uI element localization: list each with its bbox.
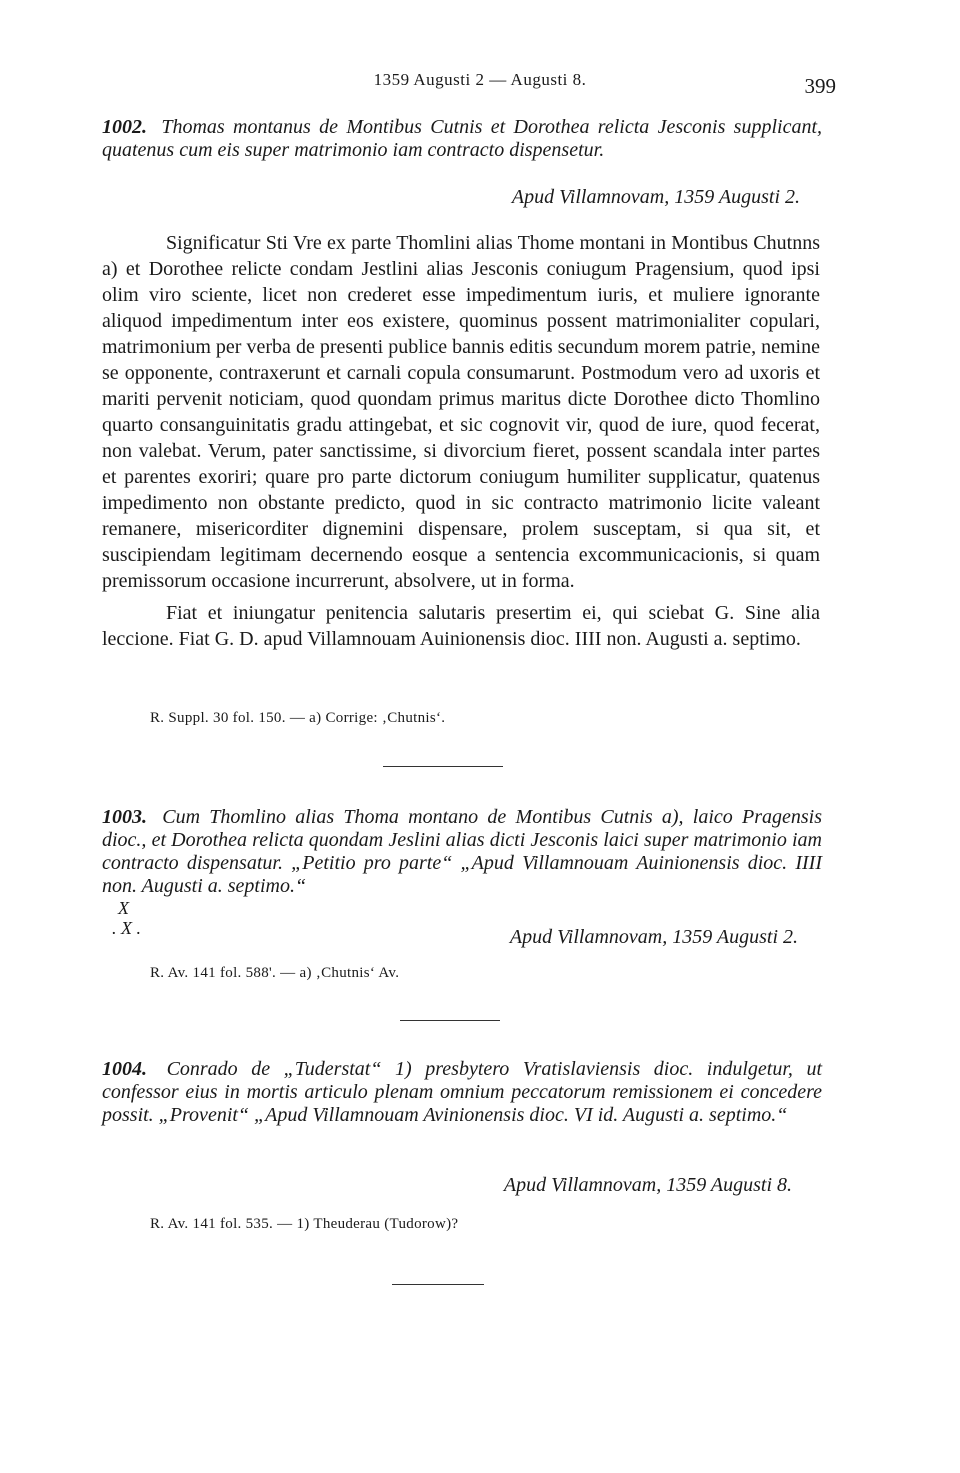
entry-number: 1004. [102, 1058, 147, 1080]
margin-mark: X [118, 898, 129, 918]
entry-1002-paragraph-1: Significatur Sti Vre ex parte Thomlini alias Thome montani in Montibus Chutnns a) et Dorothee relicte condam Jestlini alias Jesconis coniugum Pragensium, quod ipsi olim viro sciente, licet non crederet esse impedimentum iuris, et muliere ignorante aliquod impedimentum inter eos existere, quominus possent matrimonialiter copulari, matrimonium per verba de presenti publice bannis editis secundum morem patrie, nemine se opponente, contraxerunt et carnali copula consumarunt. Postmodum vero ad uxoris et mariti pervenit noticiam, quod quondam primus maritus dicte Dorothee dicto Thomlino quarto consanguinitatis gradu attingebat, et sic cognovit vir, quod de iure, quod fecerat, non valebat. Verum, pater sanctissime, si divorcium fieret, possent scandala inter partes et parentes exoriri; quare pro parte dictorum coniugum humiliter supplicatur, quatenus impedimento non obstante predicto, quod in sic contracto matrimonio licite valeant remanere, misericorditer dignemini dispensare, prolem susceptam, si qua sit, et suscipiendam legitimam decernendo eosque a sentencia excommunicacionis, si quam premissorum occasione incurrerunt, absolvere, ut in forma. [102, 232, 820, 592]
entry-1004-date: Apud Villamnovam, 1359 Augusti 8. [503, 1174, 792, 1196]
entry-number: 1002. [102, 116, 147, 138]
entry-1002-paragraph-2: Fiat et iniungatur penitencia salutaris presertim ei, qui sciebat G. Sine alia leccione. Fiat G. D. apud Villamnouam Auinionensis dioc. IIII non. Augusti a. septimo. [102, 602, 820, 650]
running-head: 1359 Augusti 2 — Augusti 8. [373, 70, 587, 89]
entry-1002-date: Apud Villamnovam, 1359 Augusti 2. [511, 186, 800, 208]
entry-1002-footnote: R. Suppl. 30 fol. 150. — a) Corrige: ‚Chutnis‘. [150, 710, 446, 726]
margin-mark: . X . [112, 918, 141, 938]
entry-number: 1003. [102, 806, 147, 828]
entry-1002-heading [102, 116, 822, 162]
entry-summary: Thomas montanus de Montibus Cutnis et Dorothea relicta Jesconis supplicant, quatenus cum eis super matrimonio iam contracto dispensetur. [102, 116, 823, 161]
entry-1004-heading [102, 1058, 822, 1127]
separator [392, 1284, 484, 1285]
entry-1003-footnote: R. Av. 141 fol. 588'. — a) ‚Chutnis‘ Av. [150, 965, 400, 981]
separator [383, 766, 503, 767]
entry-1003-heading [102, 806, 822, 898]
entry-summary: Conrado de „Tuderstat“ 1) presbytero Vratislaviensis dioc. indulgetur, ut confessor eius in mortis articulo plenam omnium peccatorum remissionem ei concedere possit. „Provenit“ „Apud Villamnouam Avinionensis dioc. VI id. Augusti a. septimo.“ [102, 1058, 823, 1126]
entry-1002-body [102, 230, 820, 652]
entry-1003-date: Apud Villamnovam, 1359 Augusti 2. [509, 926, 798, 948]
entry-summary: Cum Thomlino alias Thoma montano de Montibus Cutnis a), laico Pragensis dioc., et Dorothea relicta quondam Jeslini alias dicti Jesconis laici super matrimonio iam contracto dispensatur. „Petitio pro parte“ „Apud Villamnouam Auinionensis dioc. IIII non. Augusti a. septimo.“ [102, 806, 822, 897]
page-number: 399 [804, 74, 836, 98]
entry-1004-footnote: R. Av. 141 fol. 535. — 1) Theuderau (Tudorow)? [150, 1216, 459, 1232]
separator [400, 1020, 500, 1021]
